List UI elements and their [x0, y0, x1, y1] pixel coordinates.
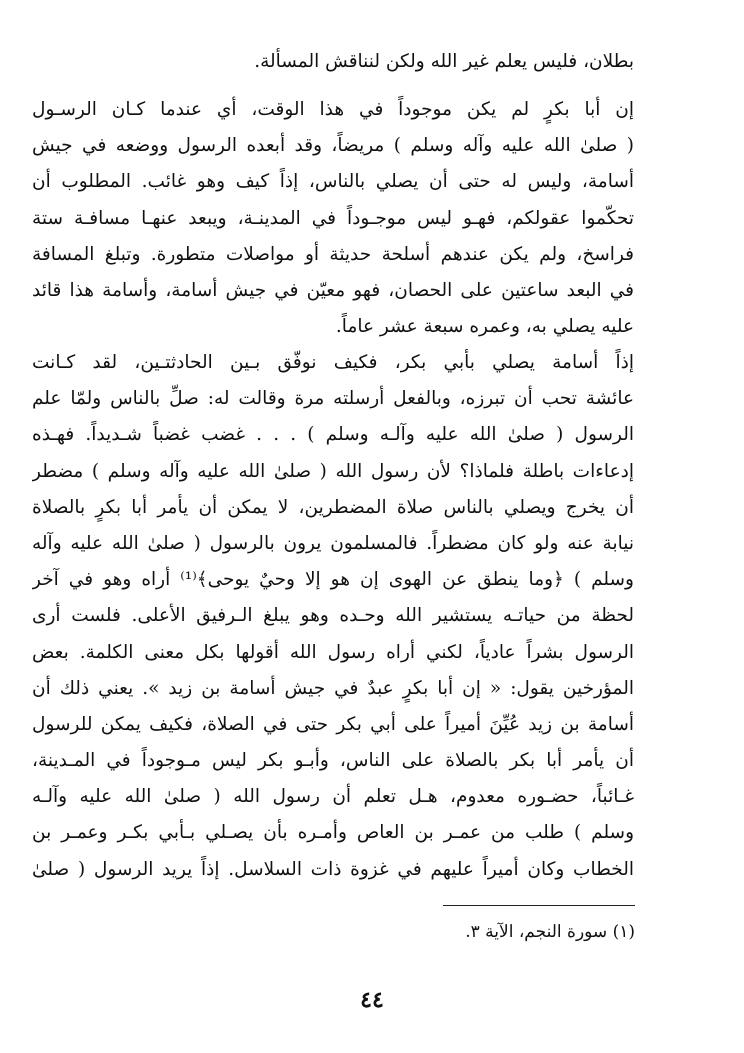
text-line: في البعد ساعتين على الحصان، فهو معيّن في جيش أسامة، وأسامة هذا قائد	[32, 279, 634, 301]
text-line: أن يخرج ويصلي بالناس صلاة المضطرين، لا يمكن أن يأمر أبا بكرٍ بالصلاة	[32, 496, 634, 518]
text-line: أسامة بن زيد عُيِّنَ أميراً على أبي بكر حتى في الصلاة، فكيف يمكن للرسول	[32, 713, 634, 735]
text-line: نيابة عنه ولو كان مضطراً. فالمسلمون يرون بالرسول ( صلىٰ الله عليه وآله	[32, 532, 634, 554]
text-line: الخطاب وكان أميراً عليهم في غزوة ذات السلاسل. إذاً يريد الرسول ( صلىٰ	[32, 858, 634, 880]
paragraph-1	[32, 44, 634, 80]
text-line: وسلم ) طلب من عمـر بن العاص وأمـره بأن يصـلي بـأبي بكـر وعمـر بن	[32, 822, 634, 844]
text-line: بطلان، فليس يعلم غير الله ولكن لنناقش المسألة.	[254, 51, 634, 72]
paragraph-2	[32, 92, 634, 345]
paragraph-3	[32, 345, 634, 888]
text-line: أن يأمر أبا بكر بالصلاة على الناس، وأبـو بكر ليس مـوجوداً في المـدينة،	[32, 750, 634, 772]
text-line: إذاً أسامة يصلي بأبي بكر، فكيف نوفّق بـين الحادثتـين، لقد كـانت	[32, 352, 634, 373]
footnote: (١) سورة النجم، الآية ٣.	[465, 922, 635, 942]
text-line: إن أبا بكرٍ لم يكن موجوداً في هذا الوقت، أي عندما كـان الرسـول	[32, 99, 634, 120]
footnote-divider	[443, 905, 635, 906]
text-line: تحكّموا عقولكم، فهـو ليس موجـوداً في المدينـة، ويبعد عنهـا مسافـة ستة	[32, 207, 634, 229]
page-number: ٤٤	[360, 987, 384, 1013]
text-line: لحظة من حياتـه يستشير الله وحـده وهو يبلغ الـرفيق الأعلى. فلست أرى	[32, 605, 634, 627]
text-line: غـائباً، حضـوره معدوم، هـل تعلم أن رسول الله ( صلىٰ الله عليه وآلـه	[32, 786, 634, 808]
text-line: الرسول بشراً عادياً، لكني أراه رسول الله أقولها بكل معنى الكلمة. بعض	[32, 641, 634, 663]
text-line: الرسول ( صلىٰ الله عليه وآلـه وسلم ) . . . غضب غضباً شـديداً. فهـذه	[32, 424, 634, 446]
text-line: فراسخ، ولم يكن عندهم أسلحة حديثة أو مواصلات متطورة. وتبلغ المسافة	[32, 243, 634, 265]
text-line: ( صلىٰ الله عليه وآله وسلم ) مريضاً، وقد أبعده الرسول ووضعه في جيش	[32, 135, 634, 157]
text-line: إدعاءات باطلة فلماذا؟ لأن رسول الله ( صلىٰ الله عليه وآله وسلم ) مضطر	[32, 460, 634, 482]
text-line: عليه يصلي به، وعمره سبعة عشر عاماً.	[335, 316, 634, 338]
text-line: وسلم ) ﴿وما ينطق عن الهوى إن هو إلا وحيٌ يوحى﴾⁽¹⁾ أراه وهو في آخر	[32, 569, 634, 591]
text-line: أسامة، وليس له حتى أن يصلي بالناس، إذاً كيف وهو غائب. المطلوب أن	[32, 171, 634, 193]
text-line: عائشة تحب أن تبرزه، وبالفعل أرسلته مرة وقالت له: صلِّ بالناس ولمّا علم	[32, 388, 634, 410]
text-line: المؤرخين يقول: « إن أبا بكرٍ عبدٌ في جيش أسامة بن زيد ». يعني ذلك أن	[32, 677, 634, 699]
